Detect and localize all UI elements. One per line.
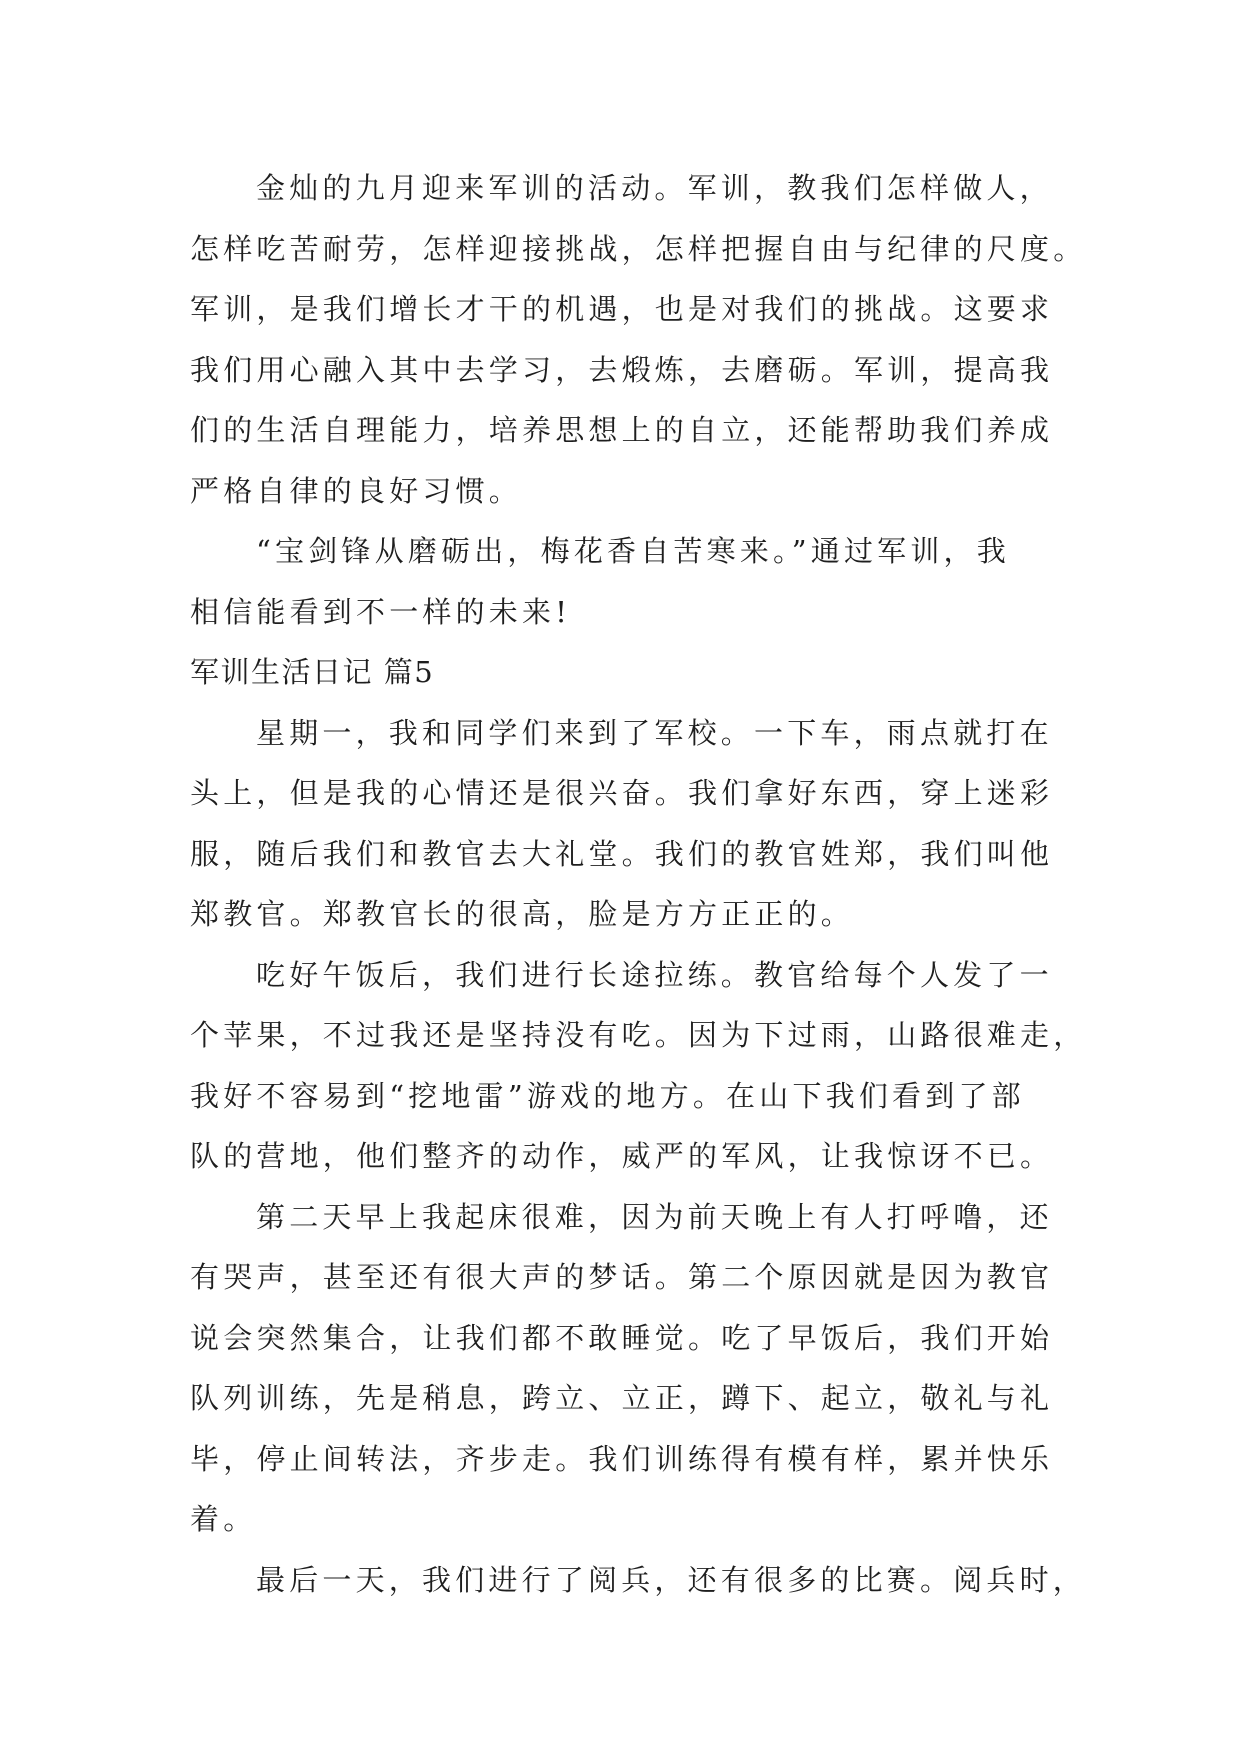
text-line: 金灿的九月迎来军训的活动。军训，教我们怎样做人， [256,171,1053,205]
text-line: 我们用心融入其中去学习，去煅炼，去磨砺。军训，提高我 [190,352,1054,387]
text-line: 队列训练，先是稍息，跨立、立正，蹲下、起立，敬礼与礼 [190,1381,1054,1415]
text-line: 我好不容易到“挖地雷”游戏的地方。在山下我们看到了部 [190,1078,1025,1113]
text-line: 毕，停止间转法，齐步走。我们训练得有模有样，累并快乐 [190,1441,1054,1476]
text-line: 着。 [190,1502,257,1536]
section-heading: 军训生活日记 篇5 [190,655,435,689]
text-line: 们的生活自理能力，培养思想上的自立，还能帮助我们养成 [190,413,1054,447]
text-line: 军训，是我们增长才干的机遇，也是对我们的挑战。这要求 [190,292,1054,326]
text-line: 吃好午饭后，我们进行长途拉练。教官给每个人发了一 [256,957,1053,992]
text-line: 有哭声，甚至还有很大声的梦话。第二个原因就是因为教官 [190,1260,1054,1294]
text-line: 队的营地，他们整齐的动作，威严的军风，让我惊讶不已。 [190,1139,1054,1173]
text-line: 头上，但是我的心情还是很兴奋。我们拿好东西，穿上迷彩 [190,776,1054,810]
text-line: 相信能看到不一样的未来! [190,594,572,629]
text-line: “宝剑锋从磨砺出，梅花香自苦寒来。”通过军训，我 [256,534,1010,568]
text-line: 服，随后我们和教官去大礼堂。我们的教官姓郑，我们叫他 [190,836,1054,871]
text-line: 严格自律的良好习惯。 [190,473,523,508]
text-line: 郑教官。郑教官长的很高，脸是方方正正的。 [190,897,855,931]
text-line: 最后一天，我们进行了阅兵，还有很多的比赛。阅兵时， [256,1562,1087,1597]
text-line: 第二天早上我起床很难，因为前天晚上有人打呼噜，还 [256,1199,1053,1234]
text-line: 星期一，我和同学们来到了军校。一下车，雨点就打在 [256,715,1053,750]
document-body [190,158,1087,1610]
text-line: 说会突然集合，让我们都不敢睡觉。吃了早饭后，我们开始 [190,1320,1054,1355]
text-line: 怎样吃苦耐劳，怎样迎接挑战，怎样把握自由与纪律的尺度。 [190,231,1087,266]
text-line: 个苹果，不过我还是坚持没有吃。因为下过雨，山路很难走， [190,1018,1087,1052]
